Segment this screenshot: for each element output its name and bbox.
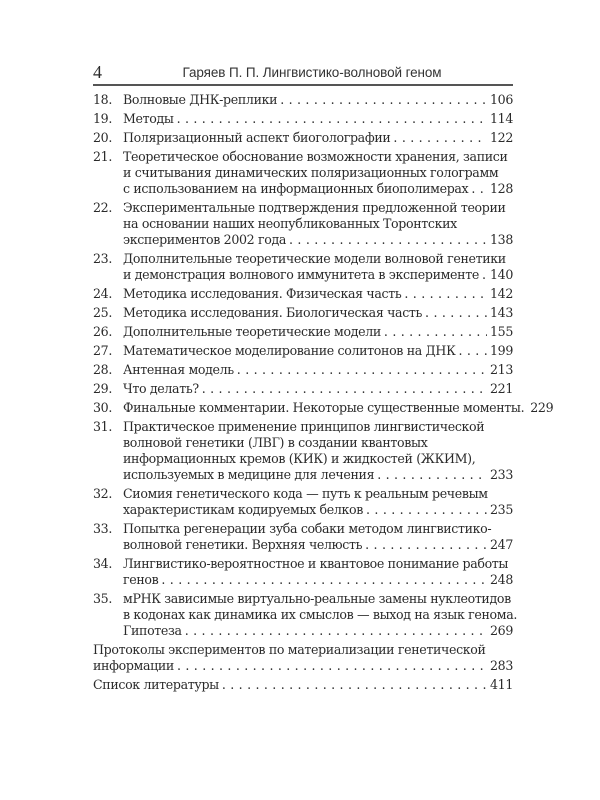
entry-page-number: 269	[490, 623, 513, 638]
entry-number: 34.	[93, 556, 112, 571]
entry-number: 21.	[93, 149, 112, 164]
toc-entry[interactable]	[93, 419, 513, 483]
entry-number: 24.	[93, 286, 112, 301]
entry-title-line: Протоколы экспериментов по материализации генетической	[93, 642, 486, 657]
toc-entry[interactable]	[93, 111, 513, 127]
toc-entry[interactable]	[93, 486, 513, 518]
entry-number: 20.	[93, 130, 112, 145]
toc-entry[interactable]	[93, 362, 513, 378]
entry-number: 29.	[93, 381, 112, 396]
entry-page-number: 143	[490, 305, 513, 320]
entry-title-line: Попытка регенерации зуба собаки методом лингвистико-	[123, 521, 492, 536]
entry-title-line: и демонстрация волнового иммунитета в эксперименте	[123, 267, 479, 282]
dot-leader	[177, 658, 487, 674]
entry-title-line: информационных кремов (КИК) и жидкостей (ЖКИМ),	[123, 451, 476, 466]
page-number: 4	[93, 62, 102, 82]
entry-page-number: 235	[490, 502, 513, 517]
entry-page-number: 199	[490, 343, 513, 358]
entry-page-number: 411	[490, 677, 513, 692]
entry-title-line: Список литературы	[93, 677, 219, 692]
dot-leader	[289, 232, 487, 248]
entry-title-line: мРНК зависимые виртуально-реальные замены нуклеотидов	[123, 591, 511, 606]
entry-page-number: 229	[530, 400, 554, 415]
entry-title-line: Практическое применение принципов лингвистической	[123, 419, 485, 434]
entry-title-line: волновой генетики (ЛВГ) в создании квантовых	[123, 435, 428, 450]
entry-page-number: 247	[490, 537, 513, 552]
entry-number: 23.	[93, 251, 112, 266]
entry-page-number: 114	[490, 111, 513, 126]
toc-entry[interactable]	[93, 521, 513, 553]
entry-number: 18.	[93, 92, 112, 107]
entry-number: 25.	[93, 305, 112, 320]
dot-leader	[425, 305, 487, 321]
entry-title-line: волновой генетики. Верхняя челюсть	[123, 537, 363, 552]
table-of-contents	[93, 92, 554, 696]
dot-leader	[482, 267, 487, 283]
entry-number: 19.	[93, 111, 112, 126]
entry-title-line: экспериментов 2002 года	[123, 232, 287, 247]
entry-title-line: Дополнительные теоретические модели	[123, 324, 381, 339]
entry-title-line: генов	[123, 572, 159, 587]
entry-title-line: Что делать?	[123, 381, 199, 396]
entry-page-number: 248	[490, 572, 513, 587]
entry-title-line: характеристикам кодируемых белков	[123, 502, 363, 517]
toc-entry[interactable]	[93, 200, 513, 248]
entry-title-line: Лингвистико-вероятностное и квантовое понимание работы	[123, 556, 509, 571]
entry-page-number: 142	[490, 286, 513, 301]
entry-number: 26.	[93, 324, 112, 339]
toc-entry[interactable]	[93, 677, 513, 693]
entry-title-line: Финальные комментарии. Некоторые существенные моменты.	[123, 400, 525, 415]
entry-title-line: в кодонах как динамика их смыслов — выход на язык генома.	[123, 607, 518, 622]
entry-title-line: Антенная модель	[123, 362, 234, 377]
dot-leader	[237, 362, 487, 378]
dot-leader	[185, 623, 487, 639]
entry-page-number: 128	[490, 181, 513, 196]
dot-leader	[280, 92, 487, 108]
entry-number: 27.	[93, 343, 112, 358]
dot-leader	[458, 343, 487, 359]
toc-entry[interactable]	[93, 149, 513, 197]
entry-title-line: Дополнительные теоретические модели волновой генетики	[123, 251, 506, 266]
toc-entry[interactable]	[93, 642, 513, 674]
entry-title-line: на основании наших неопубликованных Торонтских	[123, 216, 457, 231]
entry-page-number: 283	[490, 658, 513, 673]
entry-title-line: с использованием на информационных биополимерах	[123, 181, 469, 196]
toc-entry[interactable]	[93, 381, 513, 397]
entry-number: 30.	[93, 400, 112, 415]
dot-leader	[222, 677, 487, 693]
entry-title-line: Поляризационный аспект биоголографии	[123, 130, 391, 145]
dot-leader	[377, 467, 487, 483]
entry-title-line: Математическое моделирование солитонов на ДНК	[123, 343, 456, 358]
entry-title-line: Методика исследования. Физическая часть	[123, 286, 402, 301]
toc-entry[interactable]	[93, 591, 518, 639]
entry-page-number: 122	[490, 130, 513, 145]
entry-page-number: 221	[490, 381, 513, 396]
entry-title-line: и считывания динамических поляризационных голограмм	[123, 165, 499, 180]
entry-page-number: 213	[490, 362, 513, 377]
dot-leader	[365, 537, 487, 553]
dot-leader	[384, 324, 487, 340]
entry-number: 31.	[93, 419, 112, 434]
entry-title-line: Экспериментальные подтверждения предложенной теории	[123, 200, 506, 215]
dot-leader	[366, 502, 487, 518]
running-title: Гаряев П. П. Лингвистико-волновой геном	[182, 65, 442, 80]
entry-number: 32.	[93, 486, 112, 501]
dot-leader	[404, 286, 487, 302]
entry-title-line: Теоретическое обоснование возможности хранения, записи	[123, 149, 508, 164]
entry-page-number: 155	[490, 324, 513, 339]
toc-entry[interactable]	[93, 556, 513, 588]
header-rule	[93, 84, 513, 86]
entry-title-line: используемых в медицине для лечения	[123, 467, 375, 482]
entry-title-line: Методы	[123, 111, 174, 126]
dot-leader	[471, 181, 487, 197]
entry-page-number: 106	[490, 92, 513, 107]
dot-leader	[393, 130, 487, 146]
entry-title-line: информации	[93, 658, 174, 673]
entry-title-line: Сиомия генетического кода — путь к реальным речевым	[123, 486, 488, 501]
entry-number: 35.	[93, 591, 112, 606]
entry-title-line: Волновые ДНК-реплики	[123, 92, 278, 107]
entry-title-line: Гипотеза	[123, 623, 182, 638]
toc-entry[interactable]	[93, 305, 513, 321]
toc-entry[interactable]	[93, 343, 513, 359]
toc-entry[interactable]	[93, 251, 513, 283]
entry-number: 22.	[93, 200, 112, 215]
dot-leader	[202, 381, 487, 397]
dot-leader	[177, 111, 487, 127]
entry-number: 33.	[93, 521, 112, 536]
toc-entry[interactable]	[93, 130, 513, 146]
running-header	[93, 62, 513, 82]
entry-title-line: Методика исследования. Биологическая часть	[123, 305, 423, 320]
toc-entry[interactable]	[93, 286, 513, 302]
entry-page-number: 233	[490, 467, 513, 482]
toc-entry[interactable]	[93, 400, 554, 416]
toc-entry[interactable]	[93, 324, 513, 340]
dot-leader	[161, 572, 487, 588]
toc-entry[interactable]	[93, 92, 513, 108]
entry-number: 28.	[93, 362, 112, 377]
entry-page-number: 138	[490, 232, 513, 247]
entry-page-number: 140	[490, 267, 513, 282]
